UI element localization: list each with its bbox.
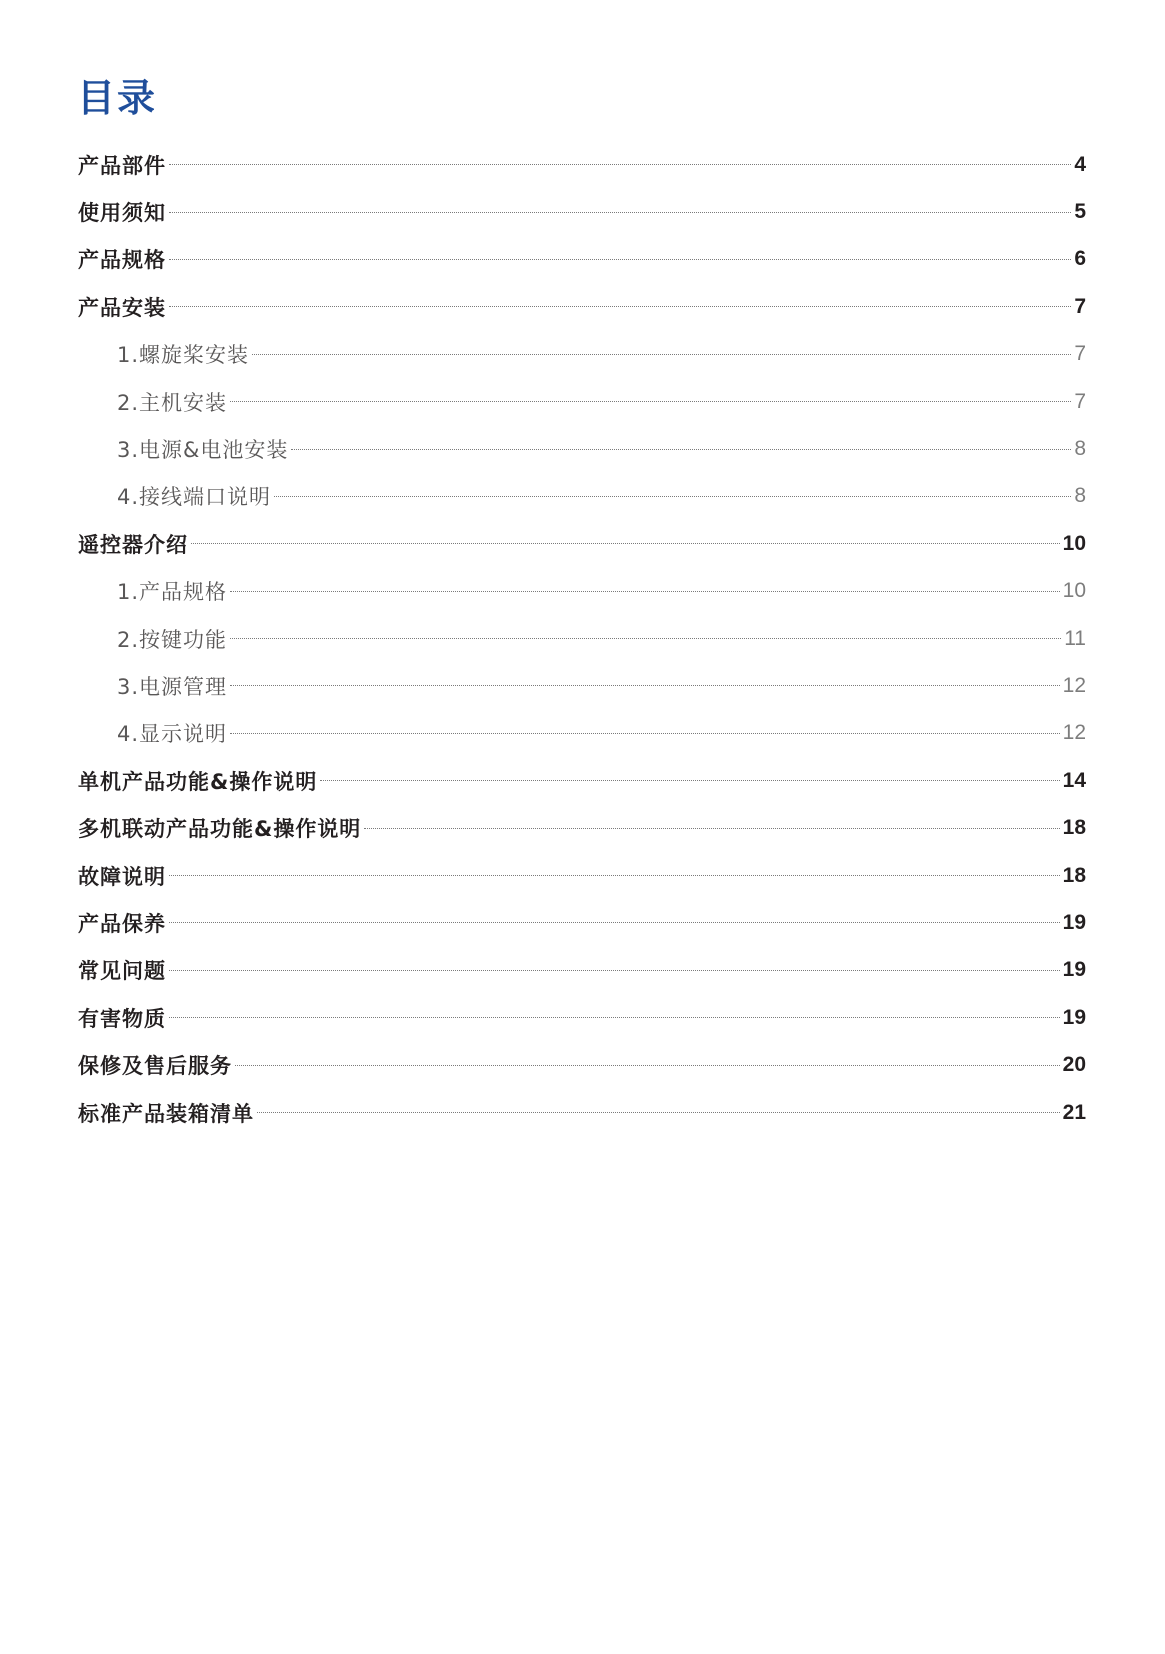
toc-entry[interactable] xyxy=(78,283,1086,330)
toc-entry[interactable] xyxy=(78,1041,1086,1088)
toc-entry-label: 产品保养 xyxy=(78,911,166,936)
toc-entry[interactable] xyxy=(78,852,1086,899)
toc-entry-label: 多机联动产品功能&操作说明 xyxy=(78,817,362,842)
dot-leader xyxy=(169,1017,1060,1018)
toc-entry[interactable] xyxy=(78,804,1086,851)
toc-entry-label: 标准产品装箱清单 xyxy=(78,1101,254,1126)
toc-entry[interactable] xyxy=(78,1089,1086,1136)
toc-entry-label: 保修及售后服务 xyxy=(78,1054,232,1079)
toc-entry-page-number: 12 xyxy=(1062,673,1086,697)
dot-leader xyxy=(230,685,1060,686)
toc-entry-label: 2.按键功能 xyxy=(117,627,228,652)
page-title: 目录 xyxy=(77,76,158,120)
dot-leader xyxy=(252,354,1071,355)
dot-leader xyxy=(230,638,1061,639)
dot-leader xyxy=(169,306,1071,307)
dot-leader xyxy=(230,591,1060,592)
dot-leader xyxy=(291,449,1071,450)
toc-entry-label: 3.电源管理 xyxy=(117,674,228,699)
dot-leader xyxy=(169,259,1071,260)
toc-entry-page-number: 19 xyxy=(1062,958,1086,982)
toc-entry-label: 故障说明 xyxy=(78,864,166,889)
toc-entry-page-number: 12 xyxy=(1062,721,1086,745)
toc-subentry[interactable] xyxy=(78,378,1086,425)
toc-entry-page-number: 5 xyxy=(1074,200,1086,224)
toc-list xyxy=(78,141,1086,1136)
dot-leader xyxy=(169,970,1060,971)
toc-entry[interactable] xyxy=(78,899,1086,946)
toc-subentry[interactable] xyxy=(78,473,1086,520)
toc-entry[interactable] xyxy=(78,520,1086,567)
toc-entry-label: 1.螺旋桨安装 xyxy=(117,343,250,368)
toc-entry-page-number: 7 xyxy=(1074,389,1086,413)
toc-entry-page-number: 7 xyxy=(1074,342,1086,366)
toc-entry-label: 产品部件 xyxy=(78,153,166,178)
toc-subentry[interactable] xyxy=(78,662,1086,709)
dot-leader xyxy=(257,1112,1060,1113)
toc-subentry[interactable] xyxy=(78,615,1086,662)
toc-entry[interactable] xyxy=(78,757,1086,804)
toc-subentry[interactable] xyxy=(78,710,1086,757)
toc-subentry[interactable] xyxy=(78,568,1086,615)
toc-entry-page-number: 20 xyxy=(1062,1053,1086,1077)
toc-entry-label: 4.显示说明 xyxy=(117,722,228,747)
toc-entry-label: 使用须知 xyxy=(78,201,166,226)
toc-entry-page-number: 11 xyxy=(1064,626,1086,650)
toc-entry-label: 常见问题 xyxy=(78,959,166,984)
toc-entry-page-number: 18 xyxy=(1062,816,1086,840)
toc-entry-label: 4.接线端口说明 xyxy=(117,485,272,510)
dot-leader xyxy=(169,164,1071,165)
toc-entry-page-number: 19 xyxy=(1062,1005,1086,1029)
dot-leader xyxy=(274,496,1071,497)
dot-leader xyxy=(230,401,1071,402)
toc-entry-page-number: 10 xyxy=(1062,531,1086,555)
toc-subentry[interactable] xyxy=(78,331,1086,378)
toc-entry-page-number: 21 xyxy=(1062,1100,1086,1124)
toc-entry-page-number: 7 xyxy=(1074,294,1086,318)
toc-entry-page-number: 8 xyxy=(1074,484,1086,508)
toc-entry-label: 2.主机安装 xyxy=(117,390,228,415)
toc-entry-page-number: 4 xyxy=(1074,152,1086,176)
toc-entry-page-number: 8 xyxy=(1074,437,1086,461)
toc-entry[interactable] xyxy=(78,188,1086,235)
dot-leader xyxy=(169,922,1060,923)
dot-leader xyxy=(169,212,1071,213)
dot-leader xyxy=(230,733,1060,734)
toc-entry-label: 产品规格 xyxy=(78,248,166,273)
dot-leader xyxy=(320,780,1059,781)
toc-entry-label: 有害物质 xyxy=(78,1006,166,1031)
toc-entry-page-number: 6 xyxy=(1074,247,1086,271)
dot-leader xyxy=(169,875,1060,876)
dot-leader xyxy=(191,543,1060,544)
dot-leader xyxy=(235,1065,1060,1066)
toc-entry[interactable] xyxy=(78,236,1086,283)
toc-entry-label: 遥控器介绍 xyxy=(78,532,188,557)
toc-entry[interactable] xyxy=(78,994,1086,1041)
toc-entry-label: 1.产品规格 xyxy=(117,580,228,605)
toc-entry[interactable] xyxy=(78,947,1086,994)
toc-subentry[interactable] xyxy=(78,425,1086,472)
toc-entry-page-number: 19 xyxy=(1062,910,1086,934)
toc-entry-label: 3.电源&电池安装 xyxy=(117,438,289,463)
toc-entry-label: 单机产品功能&操作说明 xyxy=(78,769,318,794)
toc-entry[interactable] xyxy=(78,141,1086,188)
toc-entry-page-number: 10 xyxy=(1062,579,1086,603)
toc-entry-page-number: 18 xyxy=(1062,863,1086,887)
toc-entry-page-number: 14 xyxy=(1062,768,1086,792)
dot-leader xyxy=(364,828,1059,829)
toc-entry-label: 产品安装 xyxy=(78,295,166,320)
